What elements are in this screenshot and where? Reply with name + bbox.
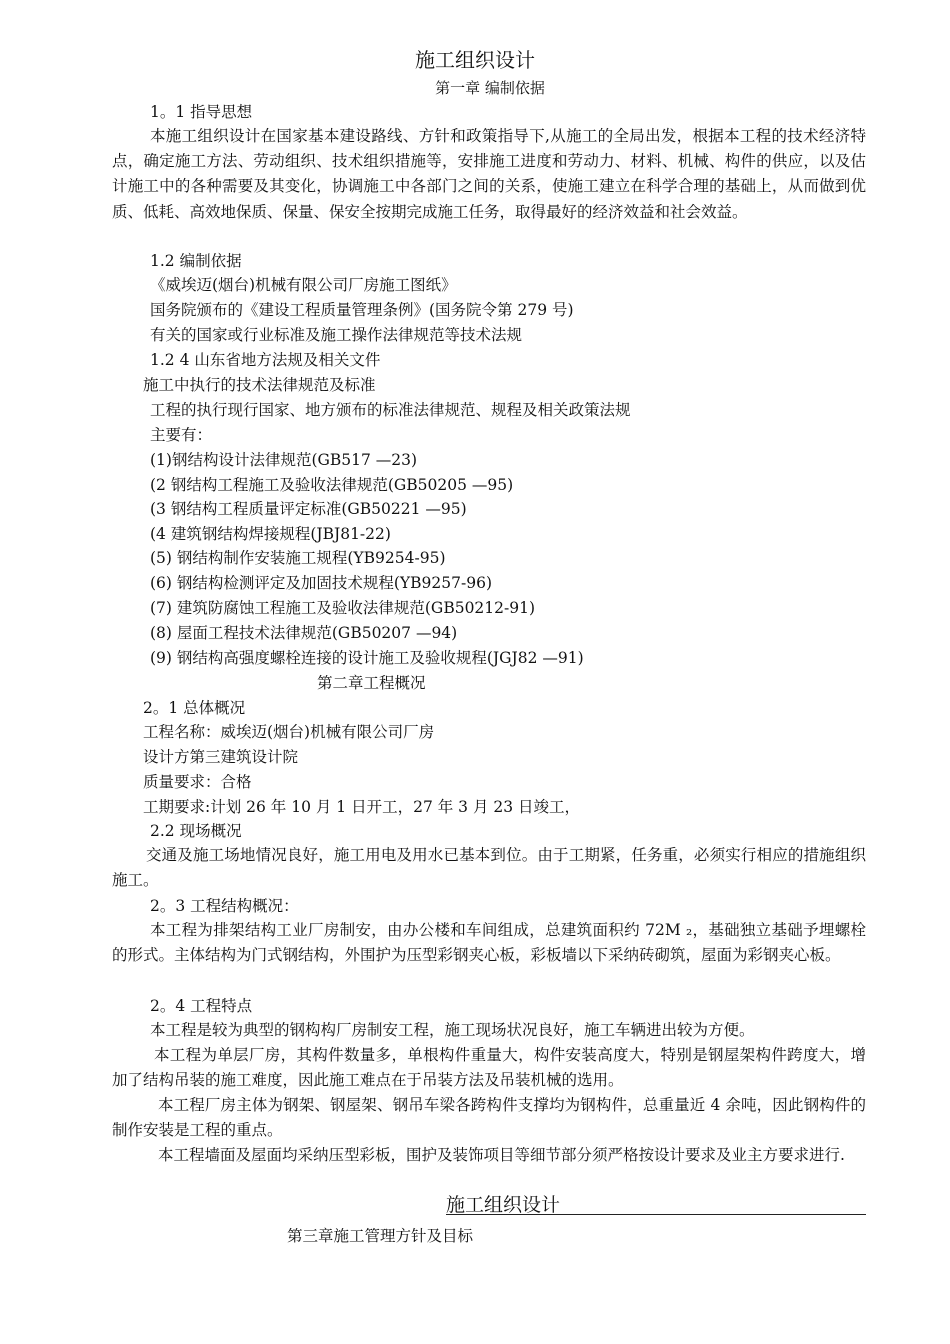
paragraph-site-overview: 交通及施工场地情况良好，施工用电及用水已基本到位。由于工期紧，任务重，必须实行相应的措施组织施工。 [112,846,866,890]
basis-main-label: 主要有： [150,426,213,444]
section-2-1-heading: 2。1 总体概况 [143,699,246,717]
paragraph-structure-overview: 本工程为排架结构工业厂房制安，由办公楼和车间组成，总建筑面积约 72M ₂，基础独立基础予埋螺栓的形式。主体结构为门式钢结构，外围护为压型彩钢夹心板，彩板墙以下采纳砖砌筑，屋面为彩钢夹心板。 [112,921,866,965]
paragraph-feature-1: 本工程是较为典型的钢构构厂房制安工程，施工现场状况良好，施工车辆进出较为方便。 [150,1021,755,1039]
section-2-4-heading: 2。4 工程特点 [150,997,253,1015]
basis-item-regulation: 国务院颁布的《建设工程质量管理条例》(国务院令第 279 号) [150,301,574,319]
project-designer: 设计方第三建筑设计院 [143,748,299,766]
standard-item: (6) 钢结构检测评定及加固技术规程(YB9257-96) [150,574,493,592]
section-1-1-heading: 1。1 指导思想 [150,103,253,121]
section-2-2-heading: 2.2 现场概况 [150,822,242,840]
basis-item-local-regulations: 1.2 4 山东省地方法规及相关文件 [150,351,381,369]
footer-divider [446,1214,866,1215]
basis-item-technical-codes: 施工中执行的技术法律规范及标准 [143,376,376,394]
standard-item: (1)钢结构设计法律规范(GB517 —23) [150,451,418,469]
basis-item-drawings: 《威埃迈(烟台)机械有限公司厂房施工图纸》 [150,276,457,294]
paragraph-guiding-idea: 本施工组织设计在国家基本建设路线、方针和政策指导下,从施工的全局出发，根据本工程的技术经济特点，确定施工方法、劳动组织、技术组织措施等，安排施工进度和劳动力、材料、机械、构件的供应，以及估计施工中的各种需要及其变化，协调施工中各部门之间的关系，使施工建立在科学合理的基础上，从而做到优质、低耗、高效地保质、保量、保安全按期完成施工任务，取得最好的经济效益和社会效益。 [112,127,866,221]
standard-item: (9) 钢结构高强度螺栓连接的设计施工及验收规程(JGJ82 —91) [150,649,584,667]
paragraph-feature-4: 本工程墙面及屋面均采纳压型彩板，围护及装饰项目等细节部分须严格按设计要求及业主方要求进行. [158,1146,845,1164]
footer-document-title: 施工组织设计 [446,1194,561,1216]
standard-item: (7) 建筑防腐蚀工程施工及验收法律规范(GB50212-91) [150,599,536,617]
chapter-2-heading: 第二章工程概况 [317,674,426,692]
project-schedule: 工期要求:计划 26 年 10 月 1 日开工，27 年 3 月 23 日竣工， [143,798,581,816]
basis-item-current-codes: 工程的执行现行国家、地方颁布的标准法律规范、规程及相关政策法规 [150,401,631,419]
project-quality: 质量要求：合格 [143,773,252,791]
chapter-3-heading: 第三章施工管理方针及目标 [287,1227,474,1245]
section-1-2-heading: 1.2 编制依据 [150,252,242,270]
standard-item: (5) 钢结构制作安装施工规程(YB9254-95) [150,549,446,567]
basis-item-standards: 有关的国家或行业标准及施工操作法律规范等技术法规 [150,326,523,344]
paragraph-feature-2: 本工程为单层厂房，其构件数量多，单根构件重量大，构件安装高度大，特别是钢屋架构件跨度大，增加了结构吊装的施工难度，因此施工难点在于吊装方法及吊装机械的选用。 [112,1046,866,1090]
project-name: 工程名称：威埃迈(烟台)机械有限公司厂房 [143,723,435,741]
document-title: 施工组织设计 [415,48,535,72]
standard-item: (2 钢结构工程施工及验收法律规范(GB50205 —95) [150,476,514,494]
chapter-1-heading: 第一章 编制依据 [435,79,545,97]
standard-item: (8) 屋面工程技术法律规范(GB50207 —94) [150,624,458,642]
standard-item: (3 钢结构工程质量评定标准(GB50221 —95) [150,500,467,518]
standard-item: (4 建筑钢结构焊接规程(JBJ81-22) [150,525,391,543]
section-2-3-heading: 2。3 工程结构概况： [150,897,299,915]
paragraph-feature-3: 本工程厂房主体为钢架、钢屋架、钢吊车梁各跨构件支撑均为钢构件，总重量近 4 余吨，因此钢构件的制作安装是工程的重点。 [112,1096,866,1140]
